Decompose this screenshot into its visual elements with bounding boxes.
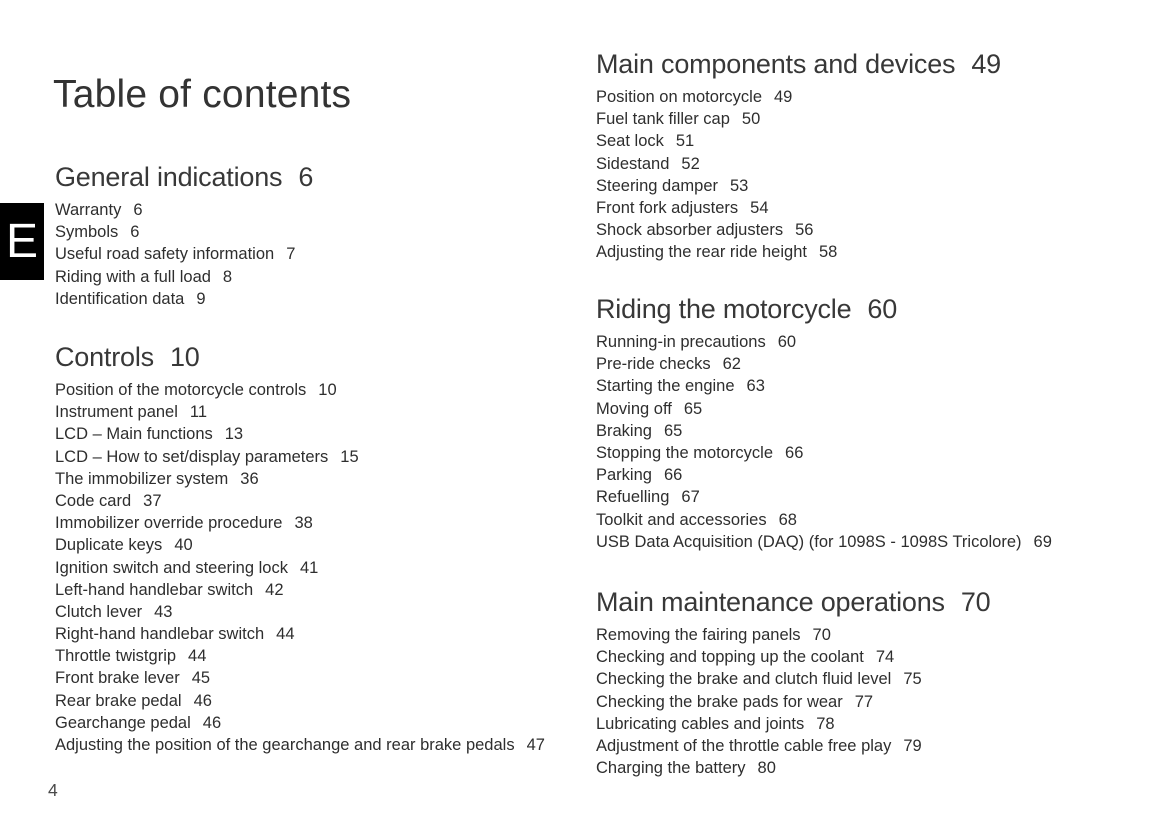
toc-item-label: Adjustment of the throttle cable free play xyxy=(596,736,892,755)
toc-item xyxy=(596,197,1148,219)
toc-item xyxy=(55,243,560,265)
toc-section xyxy=(596,293,1148,553)
toc-item xyxy=(596,353,1148,375)
toc-item xyxy=(596,735,1148,757)
toc-item-page-number: 8 xyxy=(222,267,233,286)
toc-item xyxy=(596,624,1148,646)
toc-item-label: Identification data xyxy=(55,289,185,308)
edge-tab-letter: E xyxy=(5,214,38,268)
toc-item-page-number: 56 xyxy=(795,221,814,240)
toc-item xyxy=(596,398,1148,420)
toc-item-page-number: 47 xyxy=(526,736,545,754)
toc-item-label: Useful road safety information xyxy=(55,245,275,264)
section-page-number: 49 xyxy=(971,49,1001,79)
toc-item-page-number: 77 xyxy=(854,692,874,711)
toc-item-page-number: 45 xyxy=(191,669,211,688)
toc-item-label: Parking xyxy=(596,466,652,485)
toc-item-page-number: 69 xyxy=(1033,532,1052,551)
toc-item-label: Clutch lever xyxy=(55,602,143,621)
toc-item-page-number: 40 xyxy=(174,536,193,555)
toc-item-label: Warranty xyxy=(55,201,122,219)
toc-item-page-number: 41 xyxy=(299,558,319,577)
toc-item-page-number: 44 xyxy=(188,647,207,666)
toc-item xyxy=(596,219,1148,241)
toc-item-label: Checking the brake pads for wear xyxy=(596,692,843,711)
toc-item-label: Duplicate keys xyxy=(55,536,163,555)
toc-item xyxy=(596,691,1148,713)
toc-item-label: Ignition switch and steering lock xyxy=(55,558,288,577)
toc-item-label: Toolkit and accessories xyxy=(596,510,767,529)
toc-item-page-number: 43 xyxy=(154,602,173,621)
toc-item xyxy=(596,241,1148,263)
toc-item-list xyxy=(596,624,1148,779)
toc-item-page-number: 65 xyxy=(683,399,703,418)
toc-item-page-number: 36 xyxy=(240,469,259,488)
section-page-number: 60 xyxy=(867,294,898,324)
toc-item-label: Steering damper xyxy=(596,176,718,195)
toc-item xyxy=(55,623,560,645)
toc-item-page-number: 68 xyxy=(778,510,797,529)
toc-item-label: Gearchange pedal xyxy=(55,713,191,732)
section-heading-label: Main maintenance operations xyxy=(596,587,945,617)
section-heading xyxy=(596,293,1148,325)
toc-item-page-number: 44 xyxy=(276,625,295,644)
toc-item-page-number: 62 xyxy=(722,355,741,374)
section-heading-label: Main components and devices xyxy=(596,49,956,79)
toc-item-label: The immobilizer system xyxy=(55,469,229,488)
toc-item-label: Right-hand handlebar switch xyxy=(55,625,265,644)
toc-item-label: Fuel tank filler cap xyxy=(596,110,730,129)
toc-item xyxy=(55,512,560,534)
toc-item xyxy=(55,468,560,490)
toc-item-page-number: 65 xyxy=(663,421,683,440)
toc-item-label: LCD – Main functions xyxy=(55,425,213,444)
toc-item xyxy=(55,221,560,243)
toc-item-label: Code card xyxy=(55,491,132,510)
toc-item xyxy=(596,668,1148,690)
toc-item-page-number: 37 xyxy=(143,491,162,510)
page-title: Table of contents xyxy=(53,73,352,117)
toc-item-page-number: 49 xyxy=(774,88,793,106)
toc-item-list xyxy=(596,331,1148,553)
toc-item xyxy=(55,199,560,221)
toc-item-label: Riding with a full load xyxy=(55,267,211,286)
toc-item-label: Immobilizer override procedure xyxy=(55,514,283,533)
toc-item-label: Symbols xyxy=(55,223,119,242)
toc-item-label: Charging the battery xyxy=(596,759,746,778)
toc-item-label: Throttle twistgrip xyxy=(55,647,177,666)
toc-item-label: Lubricating cables and joints xyxy=(596,714,805,733)
toc-item-page-number: 51 xyxy=(675,132,695,151)
toc-item-label: Stopping the motorcycle xyxy=(596,443,774,462)
toc-item-label: Shock absorber adjusters xyxy=(596,221,784,240)
toc-item xyxy=(55,288,560,310)
toc-item xyxy=(55,401,560,423)
toc-item-page-number: 6 xyxy=(130,223,140,242)
section-edge-tab xyxy=(0,203,44,280)
toc-item-page-number: 10 xyxy=(318,381,337,399)
toc-item-page-number: 15 xyxy=(340,447,359,466)
toc-item-page-number: 60 xyxy=(777,333,797,351)
toc-section xyxy=(596,586,1148,779)
toc-item xyxy=(55,690,560,712)
toc-item xyxy=(596,509,1148,531)
toc-item-label: Adjusting the position of the gearchange and rear brake pedals xyxy=(55,736,515,754)
toc-section xyxy=(596,48,1148,264)
toc-item xyxy=(596,108,1148,130)
toc-item-label: Checking the brake and clutch fluid level xyxy=(596,670,892,689)
toc-item-list xyxy=(596,86,1148,264)
toc-item-label: Front fork adjusters xyxy=(596,198,739,217)
toc-item-label: Left-hand handlebar switch xyxy=(55,580,254,599)
toc-item xyxy=(55,446,560,468)
toc-item xyxy=(55,667,560,689)
section-page-number: 70 xyxy=(960,587,991,617)
toc-item-page-number: 80 xyxy=(757,759,776,778)
toc-item-label: Moving off xyxy=(596,399,672,418)
toc-item-page-number: 66 xyxy=(663,466,683,485)
toc-item-list xyxy=(55,199,560,310)
toc-item-page-number: 74 xyxy=(875,648,895,667)
toc-item-page-number: 9 xyxy=(196,289,206,308)
toc-item xyxy=(596,464,1148,486)
toc-item xyxy=(596,86,1148,108)
section-page-number: 6 xyxy=(298,162,314,192)
toc-item-page-number: 54 xyxy=(750,198,769,217)
toc-item-page-number: 46 xyxy=(193,691,212,710)
toc-item xyxy=(55,266,560,288)
toc-item xyxy=(596,486,1148,508)
toc-item-label: Running-in precautions xyxy=(596,333,766,351)
toc-item-page-number: 58 xyxy=(818,243,838,262)
section-heading xyxy=(55,341,560,373)
toc-item xyxy=(596,175,1148,197)
toc-item-label: Position of the motorcycle controls xyxy=(55,381,307,399)
toc-item xyxy=(55,490,560,512)
toc-item-label: Rear brake pedal xyxy=(55,691,182,710)
toc-item xyxy=(55,712,560,734)
toc-item-label: Adjusting the rear ride height xyxy=(596,243,807,262)
toc-item-page-number: 70 xyxy=(812,626,831,644)
toc-item-label: Checking and topping up the coolant xyxy=(596,648,864,667)
toc-item-page-number: 38 xyxy=(294,514,313,533)
toc-item xyxy=(596,153,1148,175)
toc-item-page-number: 11 xyxy=(189,403,208,422)
toc-item xyxy=(55,534,560,556)
toc-item-page-number: 50 xyxy=(741,110,761,129)
toc-section xyxy=(55,341,560,756)
toc-item xyxy=(596,757,1148,779)
section-page-number: 10 xyxy=(169,342,200,372)
toc-item-page-number: 6 xyxy=(133,201,143,219)
toc-item-page-number: 66 xyxy=(785,443,804,462)
section-heading xyxy=(596,586,1148,618)
page-number: 4 xyxy=(48,780,58,800)
toc-item-page-number: 67 xyxy=(681,488,700,507)
toc-item-page-number: 46 xyxy=(202,713,222,732)
toc-item xyxy=(55,557,560,579)
toc-item-label: USB Data Acquisition (DAQ) (for 1098S - 1098S Tricolore) xyxy=(596,532,1022,551)
toc-item-label: Seat lock xyxy=(596,132,664,151)
toc-item xyxy=(596,442,1148,464)
toc-item xyxy=(55,601,560,623)
toc-item-page-number: 42 xyxy=(265,580,284,599)
toc-item-label: Refuelling xyxy=(596,488,670,507)
toc-item-label: Removing the fairing panels xyxy=(596,626,801,644)
toc-item xyxy=(55,423,560,445)
toc-item-label: Sidestand xyxy=(596,154,670,173)
toc-item-list xyxy=(55,379,560,756)
section-heading xyxy=(596,48,1148,80)
toc-item xyxy=(596,646,1148,668)
toc-item-page-number: 52 xyxy=(681,154,700,173)
toc-item-label: Starting the engine xyxy=(596,377,735,396)
toc-item-page-number: 63 xyxy=(746,377,765,396)
toc-item xyxy=(55,645,560,667)
toc-item-label: Braking xyxy=(596,421,652,440)
section-heading-label: Riding the motorcycle xyxy=(596,294,852,324)
toc-item-page-number: 7 xyxy=(286,245,296,264)
toc-item-label: Pre-ride checks xyxy=(596,355,711,374)
toc-item xyxy=(596,130,1148,152)
toc-item-page-number: 79 xyxy=(903,736,922,755)
toc-item xyxy=(596,531,1148,553)
toc-item xyxy=(55,734,560,756)
toc-section xyxy=(55,161,560,310)
section-heading-label: General indications xyxy=(55,162,283,192)
toc-item xyxy=(596,375,1148,397)
toc-item-page-number: 53 xyxy=(730,176,749,195)
section-heading-label: Controls xyxy=(55,342,154,372)
toc-item-page-number: 13 xyxy=(224,425,244,444)
toc-item-label: Position on motorcycle xyxy=(596,88,762,106)
toc-item-label: Front brake lever xyxy=(55,669,180,688)
toc-item xyxy=(55,579,560,601)
section-heading xyxy=(55,161,560,193)
toc-item-page-number: 75 xyxy=(903,670,922,689)
toc-item xyxy=(596,331,1148,353)
toc-item xyxy=(596,713,1148,735)
toc-item xyxy=(55,379,560,401)
toc-item-label: LCD – How to set/display parameters xyxy=(55,447,329,466)
toc-item-label: Instrument panel xyxy=(55,403,178,422)
toc-item xyxy=(596,420,1148,442)
toc-item-page-number: 78 xyxy=(816,714,835,733)
